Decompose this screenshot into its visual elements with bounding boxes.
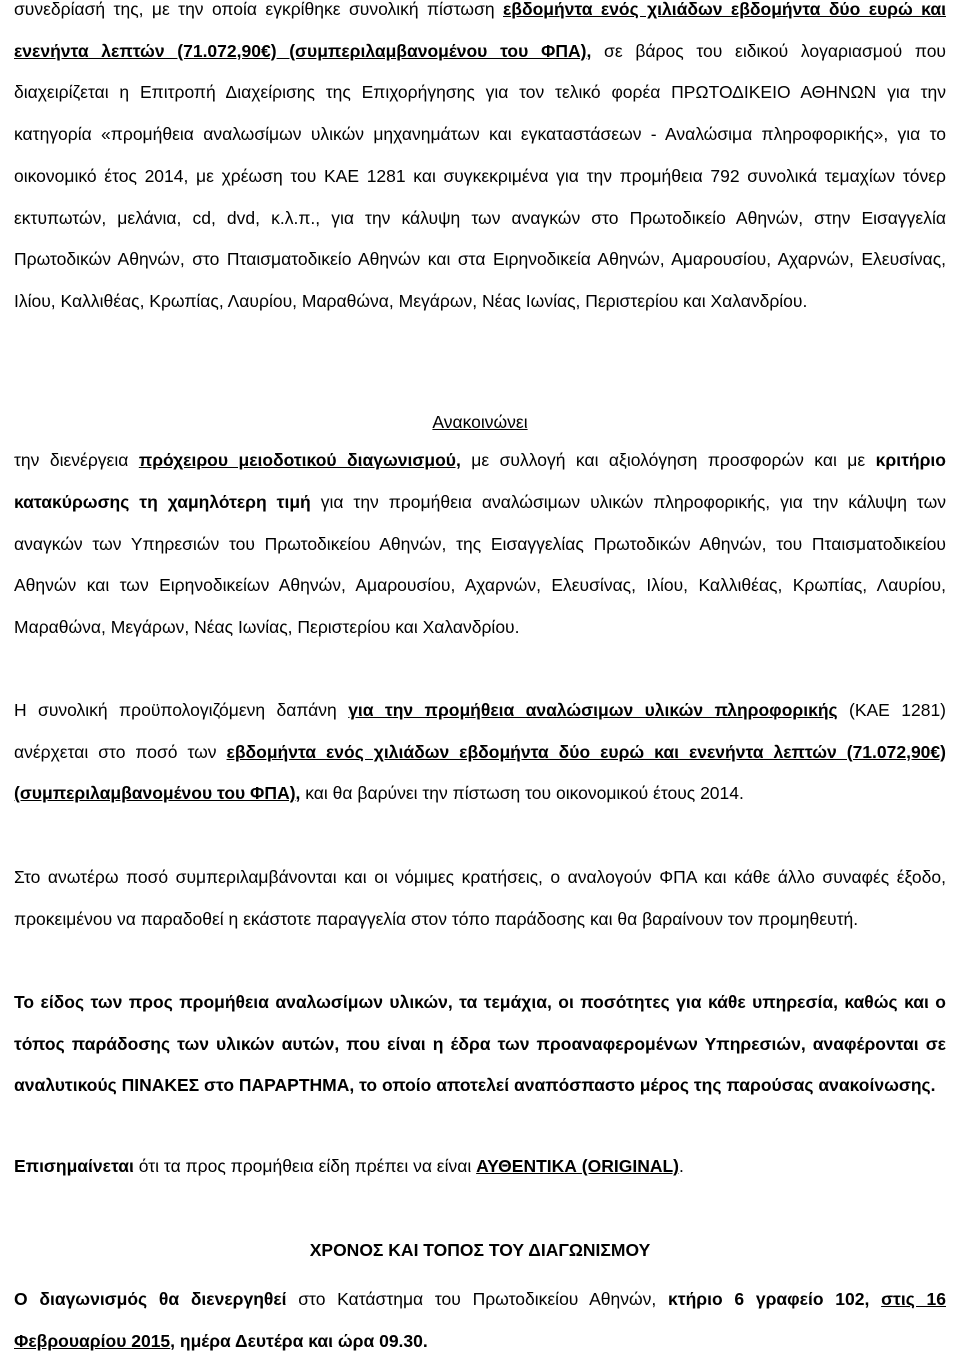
tender-held-text: Ο διαγωνισμός θα διενεργηθεί: [14, 1289, 287, 1309]
intro-amount-text: εβδομήντα ενός χιλιάδων εβδομήντα δύο ευρώ και ενενήντα λεπτών (71.072,90€) (συμπεριλαμβανομένου του ΦΠΑ),: [14, 0, 946, 61]
announce-heading: Ανακοινώνει: [432, 412, 528, 432]
award-criterion-text: κριτήριο κατακύρωσης τη χαμηλότερη τιμή: [14, 450, 946, 512]
announcement-paragraph: [14, 440, 946, 649]
announcement-text-1: την διενέργεια: [14, 450, 139, 470]
time-place-paragraph: [14, 1279, 946, 1362]
date-text: στις 16 Φεβρουαρίου 2015: [14, 1289, 946, 1351]
budget-paragraph: [14, 690, 946, 815]
day-time-text: , ημέρα Δευτέρα και ώρα 09.30.: [170, 1330, 428, 1351]
time-place-heading: ΧΡΟΝΟΣ ΚΑΙ ΤΟΠΟΣ ΤΟΥ ΔΙΑΓΩΝΙΣΜΟΥ: [309, 1240, 651, 1260]
location-text: στο Κατάστημα του Πρωτοδικείου Αθηνών,: [286, 1289, 669, 1309]
original-requirement-text: ΑΥΘΕΝΤΙΚΑ (ORIGINAL): [476, 1156, 679, 1176]
budget-text-1: Η συνολική προϋπολογιζόμενη δαπάνη: [14, 700, 349, 720]
notice-period: .: [679, 1156, 684, 1176]
announcement-text-2: με συλλογή και αξιολόγηση προσφορών και με: [460, 450, 876, 470]
tender-type-text: πρόχειρου μειοδοτικού διαγωνισμού,: [138, 450, 461, 470]
announcement-text-3: για την προμήθεια αναλώσιμων υλικών πληροφορικής, για την κάλυψη των αναγκών των Υπηρεσιών του Πρωτοδικείου Αθηνών, της Εισαγγελίας Πρωτοδικών Αθηνών, του Πταισματοδικείου Αθηνών και των Ειρηνοδικείων Αθηνών, Αμαρουσίου, Αχαρνών, Ελευσίνας, Ιλίου, Καλλιθέας, Κρωπίας, Λαυρίου, Μαραθώνα, Μεγάρων, Νέας Ιωνίας, Περιστερίου και Χαλανδρίου.: [14, 491, 946, 638]
original-notice-paragraph: [14, 1154, 946, 1178]
budget-text-3: και θα βαρύνει την πίστωση του οικονομικού έτους 2014.: [300, 783, 744, 803]
notice-emphasis: Επισημαίνεται: [14, 1156, 134, 1176]
budget-subject-text: για την προμήθεια αναλώσιμων υλικών πληροφορικής: [348, 700, 838, 720]
building-office-text: κτήριο 6 γραφείο 102,: [668, 1289, 882, 1309]
intro-text-1: συνεδρίασή της, με την οποία εγκρίθηκε συνολική πίστωση: [14, 0, 503, 19]
budget-text-2: (ΚΑΕ 1281) ανέρχεται στο ποσό των: [14, 700, 947, 762]
costs-paragraph: Στο ανωτέρω ποσό συμπεριλαμβάνονται και οι νόμιμες κρατήσεις, ο αναλογούν ΦΠΑ και κάθε άλλο συναφές έξοδο, προκειμένου να παραδοθεί η εκάστοτε παραγγελία στον τόπο παράδοσης και θα βαραίνουν τον προμηθευτή.: [14, 867, 946, 929]
intro-paragraph: [14, 0, 946, 323]
items-paragraph: Το είδος των προς προμήθεια αναλωσίμων υλικών, τα τεμάχια, οι ποσότητες για κάθε υπηρεσία, καθώς και ο τόπος παράδοσης των υλικών αυτών, που είναι η έδρα των προαναφερομένων Υπηρεσιών, αναφέρονται σε αναλυτικούς ΠΙΝΑΚΕΣ στο ΠΑΡΑΡΤΗΜΑ, το οποίο αποτελεί αναπόσπαστο μέρος της παρούσας ανακοίνωσης.: [14, 992, 946, 1096]
budget-amount-text: εβδομήντα ενός χιλιάδων εβδομήντα δύο ευρώ και ενενήντα λεπτών (71.072,90€) (συμπεριλαμβανομένου του ΦΠΑ),: [14, 741, 946, 803]
notice-text: ότι τα προς προμήθεια είδη πρέπει να είναι: [133, 1156, 477, 1176]
intro-text-2: σε βάρος του ειδικού λογαριασμού που διαχειρίζεται η Επιτροπή Διαχείρισης της Επιχορήγησης για τον τελικό φορέα ΠΡΩΤΟΔΙΚΕΙΟ ΑΘΗΝΩΝ για την κατηγορία «προμήθεια αναλωσίμων υλικών μηχανημάτων και εγκαταστάσεων - Αναλώσιμα πληροφορικής», για το οικονομικό έτος 2014, με χρέωση του ΚΑΕ 1281 και συγκεκριμένα για την προμήθεια 792 συνολικά τεμαχίων τόνερ εκτυπωτών, μελάνια, cd, dvd, κ.λ.π., για την κάλυψη των αναγκών στο Πρωτοδικείο Αθηνών, στην Εισαγγελία Πρωτοδικών Αθηνών, στο Πταισματοδικείο Αθηνών και στα Ειρηνοδικεία Αθηνών, Αμαρουσίου, Αχαρνών, Ελευσίνας, Ιλίου, Καλλιθέας, Κρωπίας, Λαυρίου, Μαραθώνα, Μεγάρων, Νέας Ιωνίας, Περιστερίου και Χαλανδρίου.: [14, 40, 946, 311]
